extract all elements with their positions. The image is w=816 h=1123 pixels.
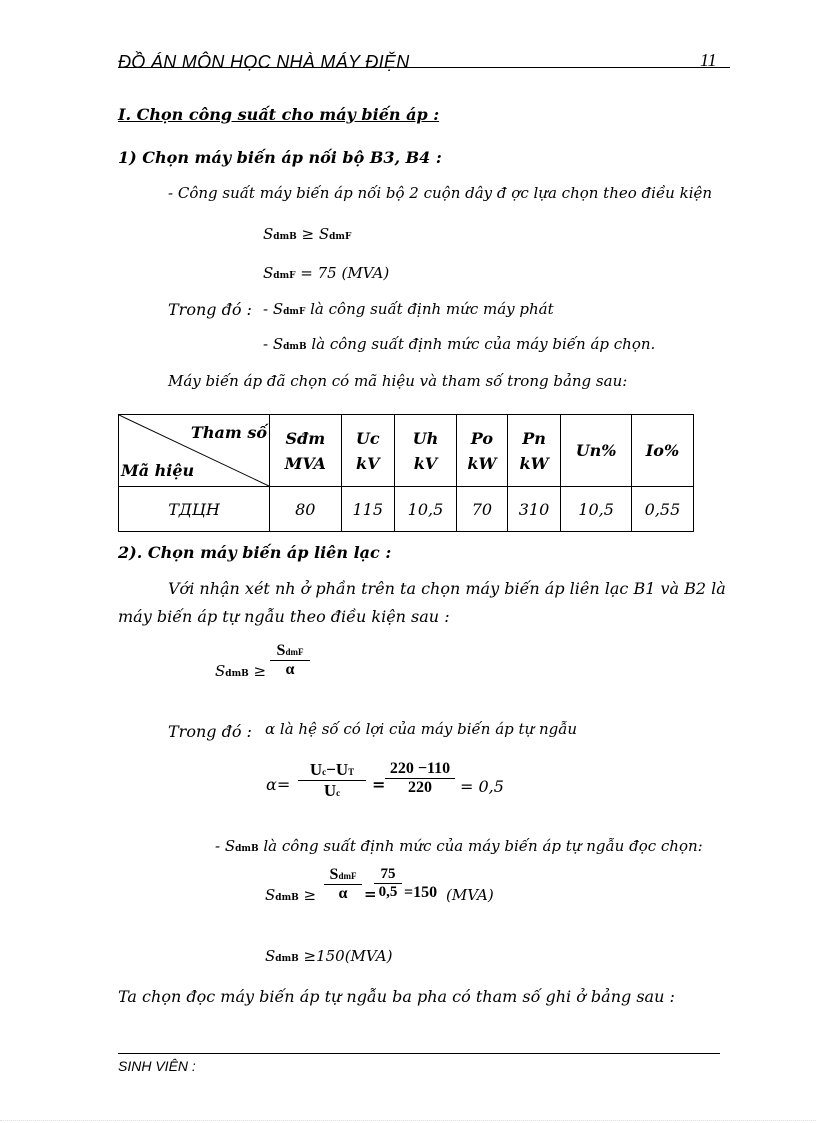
where-label-2: Trong đó : <box>168 722 252 741</box>
where-item-sdmf: - SdmF là công suất định mức máy phát <box>263 300 554 318</box>
section-title: I. Chọn công suất cho máy biến áp : <box>118 105 440 124</box>
footer-label: SINH VIÊN : <box>118 1058 196 1074</box>
table-header-cell: Pn kW <box>507 415 560 487</box>
table-header-row <box>119 415 694 487</box>
table-cell: 70 <box>456 487 507 532</box>
page-bottom-dotted-rule <box>0 1120 816 1121</box>
footer-rule <box>118 1053 720 1054</box>
sdmf-value: SdmF = 75 (MVA) <box>263 264 390 282</box>
table-cell: 10,5 <box>561 487 632 532</box>
table-header-cell: Po kW <box>456 415 507 487</box>
condition-sdmb-geq: SdmB ≥ <box>215 662 267 680</box>
table-cell: 0,55 <box>631 487 693 532</box>
part2-heading: 2). Chọn máy biến áp liên lạc : <box>118 543 392 562</box>
symbol-s: S <box>263 225 274 243</box>
alpha-eq-label: α= <box>266 775 291 794</box>
subscript-dmb: dmB <box>273 232 297 242</box>
part2-para-line2: máy biến áp tự ngẫu theo điều kiện sau : <box>118 607 450 626</box>
table-header-cell: Un% <box>561 415 632 487</box>
final-sdmb: SdmB ≥150(MVA) <box>265 947 393 965</box>
table-intro: Máy biến áp đã chọn có mã hiệu và tham số trong bảng sau: <box>168 372 628 390</box>
sdmf-equals: = 75 (MVA) <box>300 264 390 282</box>
part2-para-line1: Với nhận xét nh ở phần trên ta chọn máy biến áp liên lạc B1 và B2 là <box>168 579 726 598</box>
table-header-cell: Sđm MVA <box>270 415 342 487</box>
table-header-cell: Io% <box>631 415 693 487</box>
transformer-spec-table <box>118 414 694 532</box>
fraction-calc-sdmf-alpha: SdmF α <box>324 866 362 903</box>
equals-sign: = <box>364 885 377 903</box>
equals-sign: = <box>372 775 386 794</box>
part1-intro: - Công suất máy biến áp nối bộ 2 cuộn dây đ ợc lựa chọn theo điều kiện <box>168 184 713 202</box>
part1-heading: 1) Chọn máy biến áp nối bộ B3, B4 : <box>118 148 442 167</box>
header-rule <box>118 67 730 68</box>
table-header-cell: Uh kV <box>394 415 456 487</box>
where-label-1: Trong đó : <box>168 300 252 319</box>
corner-top-label: Tham số <box>190 423 267 442</box>
calc-unit: (MVA) <box>446 886 494 904</box>
table-cell: 10,5 <box>394 487 456 532</box>
table-code-cell: TДЦН <box>119 487 270 532</box>
alpha-symbol: α <box>265 720 276 738</box>
fraction-220-110-over-220: 220 −110 220 <box>385 760 455 797</box>
table-row <box>119 487 694 532</box>
alpha-result: = 0,5 <box>460 777 504 796</box>
alpha-definition: α là hệ số có lợi của máy biến áp tự ngẫu <box>265 720 578 738</box>
table-cell: 115 <box>341 487 394 532</box>
condition-sdmb-geq-sdmf <box>263 225 351 243</box>
where-item-sdmb: - SdmB là công suất định mức của máy biến áp chọn. <box>263 335 656 353</box>
closing-line: Ta chọn đọc máy biến áp tự ngẫu ba pha có tham số ghi ở bảng sau : <box>118 987 675 1006</box>
corner-bottom-label: Mã hiệu <box>121 461 195 480</box>
symbol-s: S <box>318 225 330 243</box>
document-header-title: ĐỒ ÁN MÔN HỌC NHÀ MÁY ĐIỆN <box>118 52 410 72</box>
page-number: 11 <box>700 50 717 70</box>
geq-sign: ≥ <box>301 225 315 243</box>
calc-result: =150 <box>404 884 438 901</box>
fraction-uc-ut-over-uc: Uc−UT Uc <box>298 760 366 801</box>
table-cell: 80 <box>270 487 342 532</box>
subscript-dmf: dmF <box>329 232 352 242</box>
table-cell: 310 <box>507 487 560 532</box>
table-header-cell: Uc kV <box>341 415 394 487</box>
fraction-sdmf-over-alpha: SdmF α <box>270 642 310 679</box>
fraction-75-over-0-5: 75 0,5 <box>374 866 402 901</box>
calc-sdmb-geq: SdmB ≥ <box>265 886 317 904</box>
sdmb-note: - SdmB là công suất định mức của máy biến áp tự ngẫu đọc chọn: <box>215 837 703 855</box>
table-corner-cell <box>119 415 270 487</box>
